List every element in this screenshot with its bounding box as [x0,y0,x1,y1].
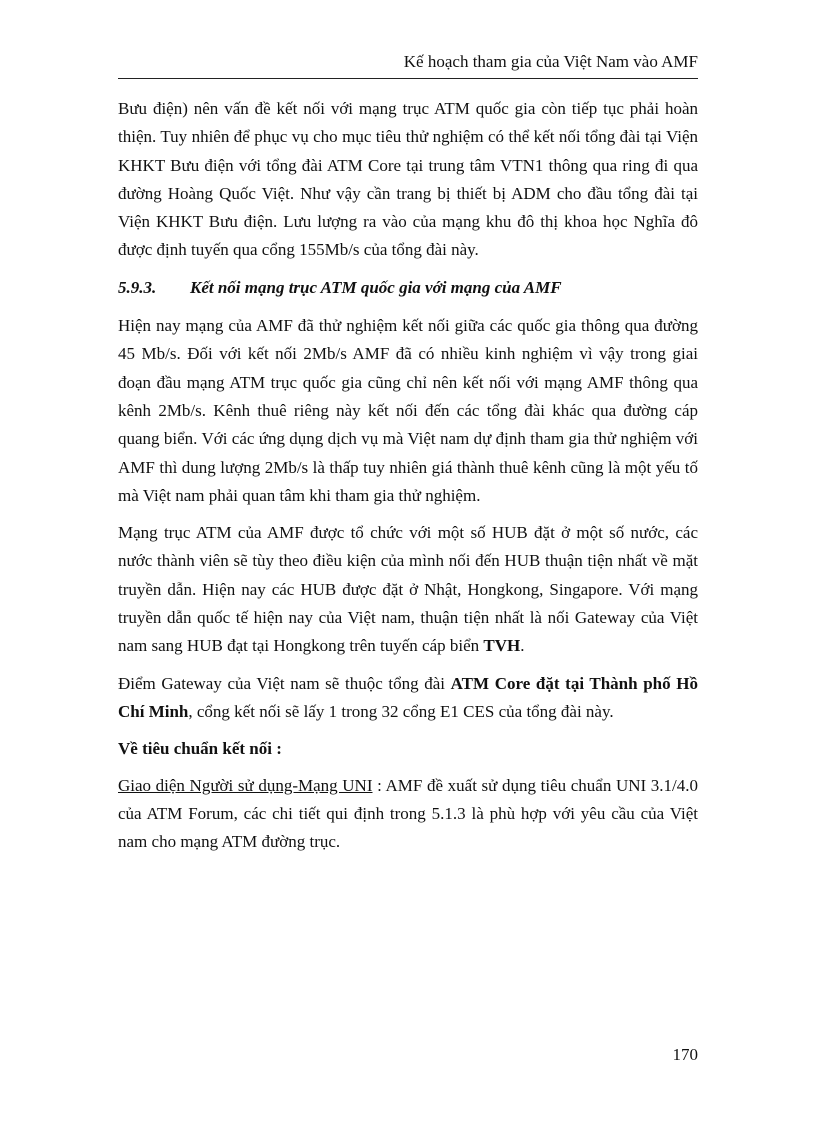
header-title: Kế hoạch tham gia của Việt Nam vào AMF [403,52,698,71]
document-body [118,95,698,865]
page-number: 170 [672,1045,698,1064]
paragraph-2: Hiện nay mạng của AMF đã thử nghiệm kết nối giữa các quốc gia thông qua đường 45 Mb/s. Đối với kết nối 2Mb/s AMF đã có nhiều kinh nghiệm vì vậy trong giai đoạn đầu mạng ATM trục quốc gia cũng chỉ nên kết nối với mạng AMF thông qua kênh 2Mb/s. Kênh thuê riêng này kết nối đến các tổng đài khác qua đường cáp quang biển. Với các ứng dụng dịch vụ mà Việt nam dự định tham gia thử nghiệm với AMF thì dung lượng 2Mb/s là thấp tuy nhiên giá thành thuê kênh cũng là một yếu tố mà Việt nam phải quan tâm khi tham gia thử nghiệm. [118,316,698,505]
section-title: Kết nối mạng trục ATM quốc gia với mạng của AMF [190,277,562,297]
paragraph-5-underline: Giao diện Người sử dụng-Mạng UNI [118,775,373,795]
paragraph-3 [118,519,698,660]
paragraph-4-end: , cổng kết nối sẽ lấy 1 trong 32 cổng E1 CES của tổng đài này. [188,701,614,721]
section-number: 5.9.3. [118,277,157,297]
paragraph-5-text: : AMF đề xuất sử dụng tiêu chuẩn UNI 3.1/4.0 của ATM Forum, các chi tiết qui định trong 5.1.3 là phù hợp với yêu cầu của Việt nam cho mạng ATM đường trục. [118,775,699,852]
paragraph-4-bold: ATM Core đặt tại Thành phố Hồ Chí Minh [118,673,698,721]
paragraph-3-bold: TVH [483,636,521,656]
subheading: Về tiêu chuẩn kết nối : [118,739,282,759]
paragraph-1: Bưu điện) nên vấn đề kết nối với mạng trục ATM quốc gia còn tiếp tục phải hoàn thiện. Tuy nhiên để phục vụ cho mục tiêu thử nghiệm có thể kết nối tổng đài tại Viện KHKT Bưu điện với tổng đài ATM Core tại trung tâm VTN1 thông qua ring đi qua đường Hoàng Quốc Việt. Như vậy cần trang bị thiết bị ADM cho đầu tổng đài tại Viện KHKT Bưu điện. Lưu lượng ra vào của mạng khu đô thị khoa học Nghĩa đô được định tuyến qua cổng 155Mb/s của tổng đài này. [118,99,698,260]
paragraph-4-text: Điểm Gateway của Việt nam sẽ thuộc tổng đài [118,673,451,693]
paragraph-3-end: . [520,636,525,656]
paragraph-3-text: Mạng trục ATM của AMF được tổ chức với một số HUB đặt ở một số nước, các nước thành viên sẽ tùy theo điều kiện của mình nối đến HUB thuận tiện nhất về mặt truyền dẫn. Hiện nay các HUB được đặt ở Nhật, Hongkong, Singapore. Với mạng truyền dẫn quốc tế hiện nay của Việt nam, thuận tiện nhất là nối Gateway của Việt nam sang HUB đạt tại Hongkong trên tuyến cáp biển [118,523,698,656]
section-heading [118,274,698,302]
paragraph-4 [118,670,698,727]
paragraph-5 [118,772,698,857]
page-header [118,52,698,79]
